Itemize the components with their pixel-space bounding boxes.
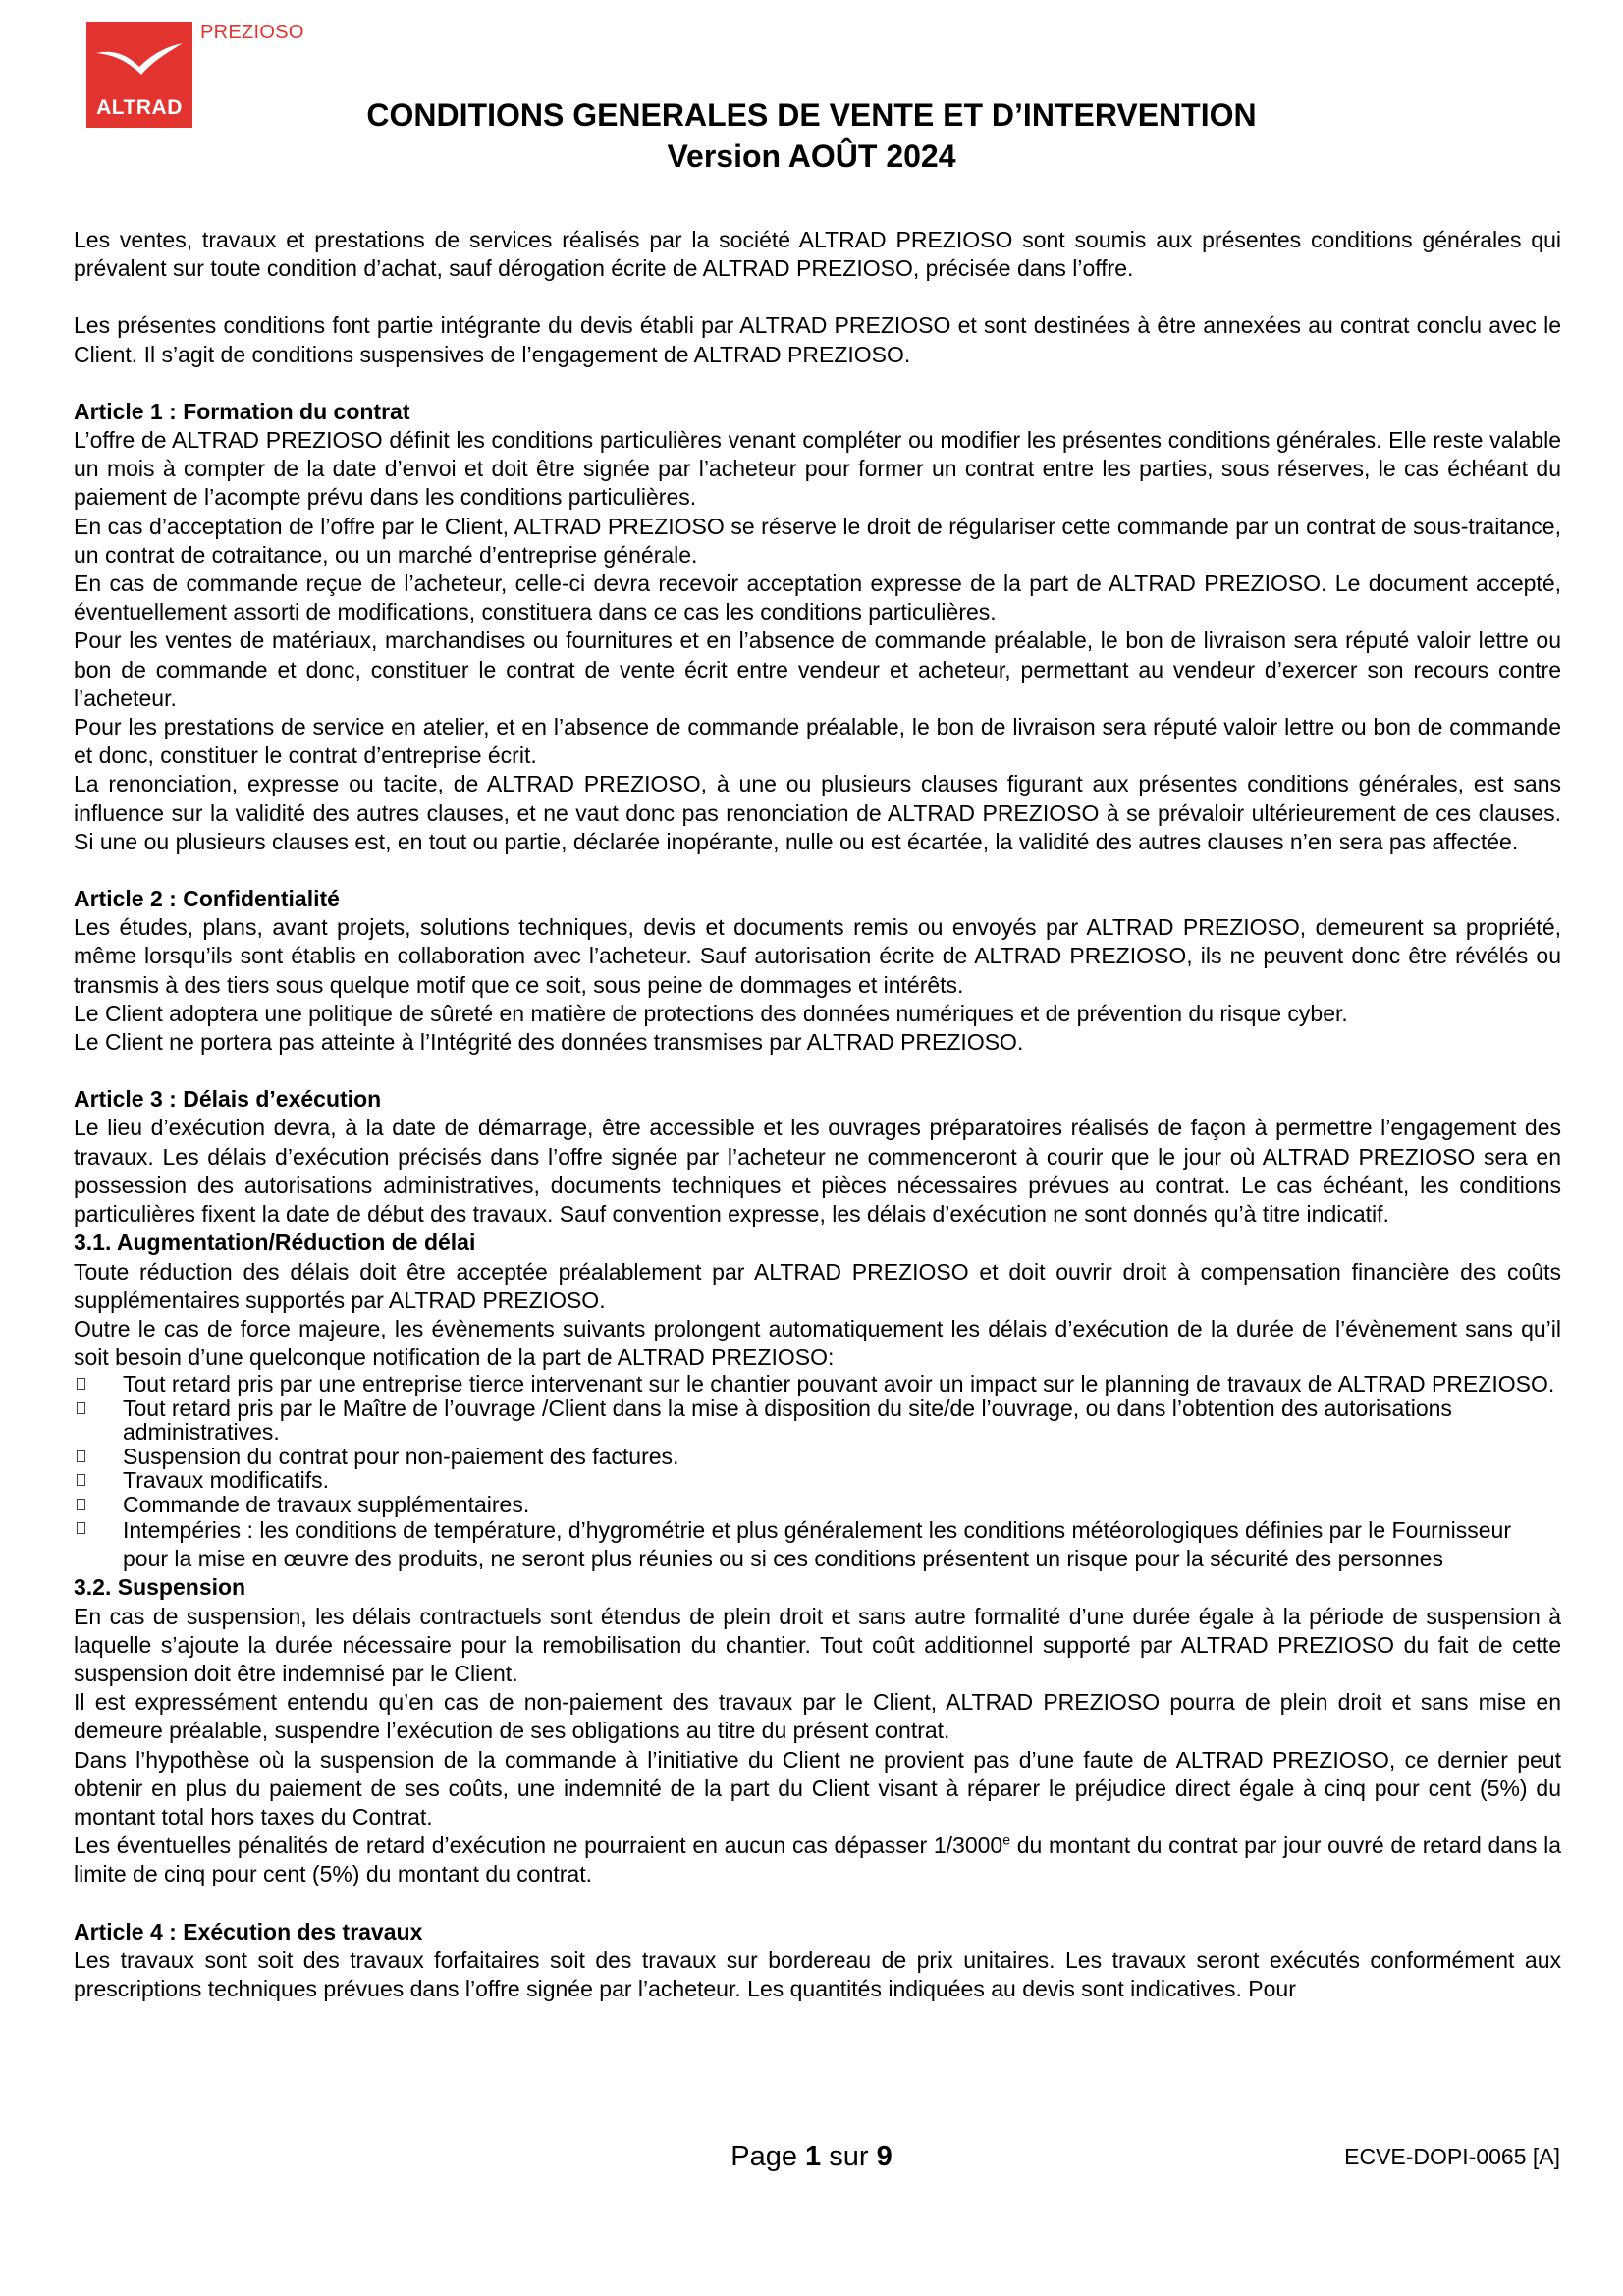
bullet-box-icon [77, 1402, 85, 1414]
delay-events-list [74, 1372, 1561, 1573]
article-4-paragraph-1: Les travaux sont soit des travaux forfaitaires soit des travaux sur bordereau de prix unitaires. Les travaux seront exécutés conformément aux prescriptions techniques prévues dans l’offre signée par l’acheteur. Les quantités indiquées au devis sont indicatives. Pour [74, 1946, 1561, 2001]
document-reference: ECVE-DOPI-0065 [A] [1344, 2144, 1560, 2169]
list-item: Tout retard pris par une entreprise tierce intervenant sur le chantier pouvant avoir un impact sur le planning de travaux de ALTRAD PREZIOSO. [74, 1372, 1561, 1396]
list-item: Suspension du contrat pour non-paiement des factures. [74, 1445, 1561, 1469]
article-1-paragraph-4: Pour les ventes de matériaux, marchandises ou fournitures et en l’absence de commande préalable, le bon de livraison sera réputé valoir lettre ou bon de commande et donc, constituer le contrat de vente écrit entre vendeur et acheteur, permettant au vendeur d’exercer son recours contre l’acheteur. [74, 628, 1561, 711]
article-1-paragraph-3: En cas de commande reçue de l’acheteur, celle-ci devra recevoir acceptation expresse de la part de ALTRAD PREZIOSO. Le document accepté, éventuellement assorti de modifications, constituera dans ce cas les conditions particulières. [74, 571, 1561, 626]
bird-icon [94, 39, 185, 79]
logo-sub: PREZIOSO [200, 22, 304, 43]
section-3-2-paragraph-2: Il est expressément entendu qu’en cas de non-paiement des travaux par le Client, ALTRAD PREZIOSO pourra de plein droit et sans mise en demeure préalable, suspendre l’exécution de ses obligations au titre du présent contrat. [74, 1689, 1561, 1744]
bullet-box-icon [77, 1499, 85, 1510]
intro-paragraph-2: Les présentes conditions font partie intégrante du devis établi par ALTRAD PREZIOSO et sont destinées à être annexées au contrat conclu avec le Client. Il s’agit de conditions suspensives de l’engagement de ALTRAD PREZIOSO. [74, 312, 1561, 367]
bullet-box-icon [77, 1474, 85, 1486]
document-title [0, 94, 1623, 177]
title-line-2: Version AOÛT 2024 [667, 138, 956, 174]
list-item: Commande de travaux supplémentaires. [74, 1493, 1561, 1517]
article-3-paragraph-1: Le lieu d’exécution devra, à la date de démarrage, être accessible et les ouvrages préparatoires réalisés de façon à permettre l’engagement des travaux. Les délais d’exécution précisés dans l’offre signée par l’acheteur ne commenceront à courir que le jour où ALTRAD PREZIOSO sera en possession des autorisations administratives, documents techniques et pièces nécessaires prévues au contrat. Le cas échéant, les conditions particulières fixent la date de début des travaux. Sauf convention expresse, les délais d’exécution ne sont donnés qu’à titre indicatif. [74, 1115, 1561, 1228]
article-4-heading: Article 4 : Exécution des travaux [74, 1918, 423, 1944]
article-2-paragraph-2: Le Client adoptera une politique de sûreté en matière de protections des données numériques et de prévention du risque cyber. [74, 1000, 1348, 1026]
article-1-paragraph-1: L’offre de ALTRAD PREZIOSO définit les conditions particulières venant compléter ou modifier les présentes conditions générales. Elle reste valable un mois à compter de la date d’envoi et doit être signée par l’acheteur pour former un contrat entre les parties, sous réserves, le cas échéant du paiement de l’acompte prévu dans les conditions particulières. [74, 427, 1561, 511]
bullet-box-icon [77, 1450, 85, 1462]
section-3-1-paragraph-2: Outre le cas de force majeure, les évènements suivants prolongent automatiquement les délais d’exécution de la durée de l’évènement sans qu’il soit besoin d’une quelconque notification de la part de ALTRAD PREZIOSO: [74, 1315, 1561, 1371]
list-item: Travaux modificatifs. [74, 1468, 1561, 1493]
article-2-heading: Article 2 : Confidentialité [74, 886, 340, 912]
bullet-box-icon [77, 1378, 85, 1390]
section-3-2-paragraph-1: En cas de suspension, les délais contractuels sont étendus de plein droit et sans autre formalité d’une durée égale à la période de suspension à laquelle s’ajoute la durée nécessaire pour la remobilisation du chantier. Tout coût additionnel supporté par ALTRAD PREZIOSO du fait de cette suspension doit être indemnisé par le Client. [74, 1603, 1561, 1686]
article-2-paragraph-3: Le Client ne portera pas atteinte à l’Intégrité des données transmises par ALTRAD PREZIOSO. [74, 1029, 1024, 1056]
logo-brand: ALTRAD [96, 96, 183, 119]
title-line-1: CONDITIONS GENERALES DE VENTE ET D’INTERVENTION [366, 97, 1257, 133]
page-number: Page 1 sur 9 [730, 2141, 893, 2172]
document-body [74, 226, 1561, 2003]
article-1-paragraph-2: En cas d’acceptation de l’offre par le Client, ALTRAD PREZIOSO se réserve le droit de régulariser cette commande par un contrat de sous-traitance, un contrat de cotraitance, ou un marché d’entreprise générale. [74, 513, 1561, 568]
list-item: Tout retard pris par le Maître de l’ouvrage /Client dans la mise à disposition du site/de l’ouvrage, ou dans l’obtention des autorisations administratives. [74, 1396, 1561, 1445]
section-3-2-paragraph-3: Dans l’hypothèse où la suspension de la commande à l’initiative du Client ne provient pas d’une faute de ALTRAD PREZIOSO, ce dernier peut obtenir en plus du paiement de ses coûts, une indemnité de la part du Client visant à réparer le préjudice direct égale à cinq pour cent (5%) du montant total hors taxes du Contrat. [74, 1746, 1561, 1830]
section-3-1-heading: 3.1. Augmentation/Réduction de délai [74, 1230, 476, 1256]
article-1-paragraph-6: La renonciation, expresse ou tacite, de ALTRAD PREZIOSO, à une ou plusieurs clauses figurant aux présentes conditions générales, est sans influence sur la validité des autres clauses, et ne vaut donc pas renonciation de ALTRAD PREZIOSO à se prévaloir ultérieurement de ces clauses. Si une ou plusieurs clauses est, en tout ou partie, déclarée inopérante, nulle ou est écartée, la validité des autres clauses n’en sera pas affectée. [74, 771, 1561, 854]
section-3-1-paragraph-1: Toute réduction des délais doit être acceptée préalablement par ALTRAD PREZIOSO et doit ouvrir droit à compensation financière des coûts supplémentaires supportés par ALTRAD PREZIOSO. [74, 1258, 1561, 1313]
article-1-heading: Article 1 : Formation du contrat [74, 398, 410, 424]
list-item: Intempéries : les conditions de température, d’hygrométrie et plus généralement les conditions météorologiques définies par le Fournisseur pour la mise en œuvre des produits, ne seront plus réunies ou si ces conditions présentent un risque pour la sécurité des personnes [74, 1516, 1561, 1573]
section-3-2-heading: 3.2. Suspension [74, 1574, 246, 1601]
article-1-paragraph-5: Pour les prestations de service en atelier, et en l’absence de commande préalable, le bon de livraison sera réputé valoir lettre ou bon de commande et donc, constituer le contrat d’entreprise écrit. [74, 714, 1561, 769]
bullet-box-icon [77, 1522, 85, 1534]
section-3-2-paragraph-4: Les éventuelles pénalités de retard d’exécution ne pourraient en aucun cas dépasser 1/3000e du montant du contrat par jour ouvré de retard dans la limite de cinq pour cent (5%) du montant du contrat. [74, 1831, 1562, 1887]
article-3-heading: Article 3 : Délais d’exécution [74, 1086, 382, 1113]
intro-paragraph-1: Les ventes, travaux et prestations de services réalisés par la société ALTRAD PREZIOSO sont soumis aux présentes conditions générales qui prévalent sur toute condition d’achat, sauf dérogation écrite de ALTRAD PREZIOSO, précisée dans l’offre. [74, 227, 1561, 282]
article-2-paragraph-1: Les études, plans, avant projets, solutions techniques, devis et documents remis ou envoyés par ALTRAD PREZIOSO, demeurent sa propriété, même lorsqu’ils sont établis en collaboration avec l’acheteur. Sauf autorisation écrite de ALTRAD PREZIOSO, ils ne peuvent donc être révélés ou transmis à des tiers sous quelque motif que ce soit, sous peine de dommages et intérêts. [74, 914, 1561, 998]
